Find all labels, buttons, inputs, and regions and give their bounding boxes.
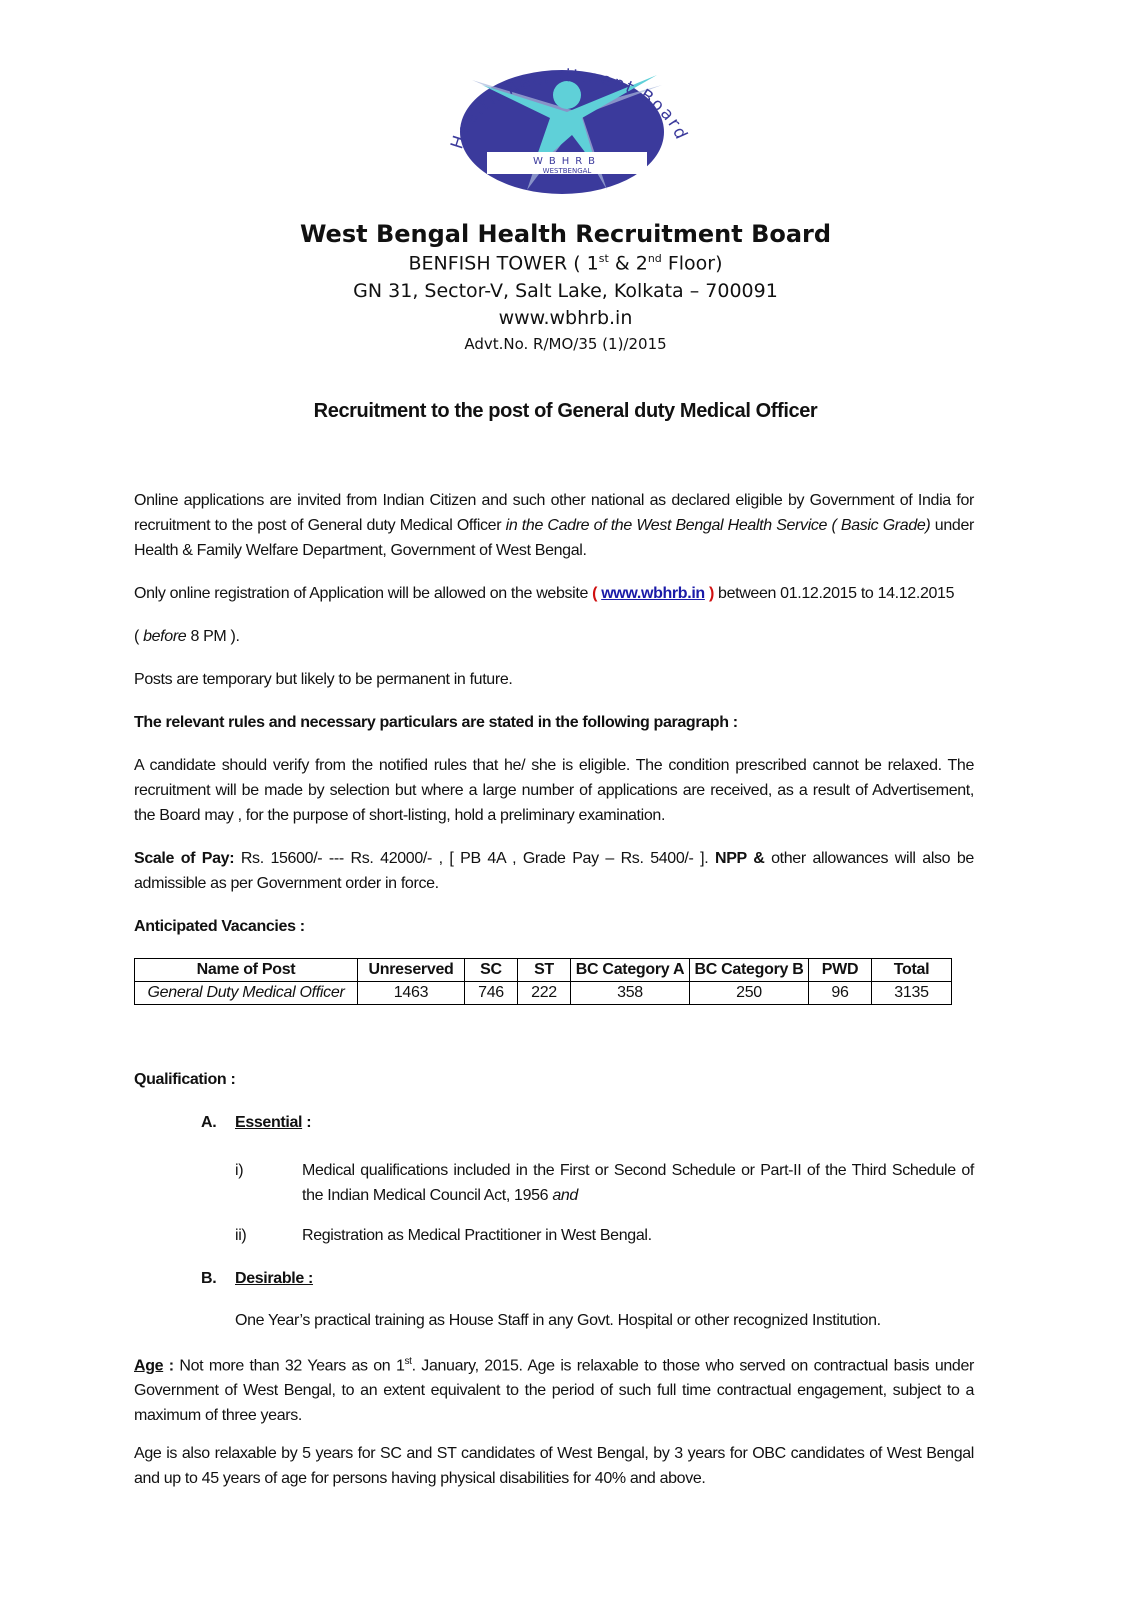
cell: 222 — [518, 982, 571, 1005]
essential-letter: A. — [201, 1114, 217, 1131]
desirable-letter: B. — [201, 1270, 217, 1287]
essential-item: Medical qualifications included in the First or Second Schedule or Part-II of the Third Schedule of the Indian Medical Council Act, 1956 and — [302, 1162, 974, 1204]
essential-heading: Essential : — [235, 1114, 312, 1131]
col-header: Name of Post — [135, 959, 358, 982]
qualification-heading: Qualification : — [134, 1071, 236, 1088]
cell: 3135 — [872, 982, 952, 1005]
item-number: i) — [235, 1162, 244, 1179]
advt-number: Advt.No. R/MO/35 (1)/2015 — [464, 335, 667, 353]
eligibility-paragraph: A candidate should verify from the notified rules that he/ she is eligible. The condition prescribed cannot be relaxed. The recruitment will be made by selection but where a large number of applications are received, as a result of Advertisement, the Board may , for the purpose of short-listing, hold a preliminary examination. — [134, 757, 974, 824]
col-header: Total — [872, 959, 952, 982]
col-header: BC Category B — [690, 959, 809, 982]
vacancies-heading: Anticipated Vacancies : — [134, 918, 305, 935]
wbhrb-logo — [432, 40, 702, 205]
col-header: BC Category A — [571, 959, 690, 982]
age-relaxation-paragraph: Age is also relaxable by 5 years for SC and ST candidates of West Bengal, by 3 years for OBC candidates of West Bengal and up to 45 years of age for persons having physical disabilities for 40% and above. — [134, 1445, 974, 1487]
svg-text:WESTBENGAL: WESTBENGAL — [542, 167, 592, 175]
table-row — [135, 982, 952, 1005]
cell: 96 — [809, 982, 872, 1005]
col-header: PWD — [809, 959, 872, 982]
col-header: ST — [518, 959, 571, 982]
org-name: West Bengal Health Recruitment Board — [299, 220, 832, 248]
deadline-note: ( before 8 PM ). — [134, 628, 240, 645]
cell: 358 — [571, 982, 690, 1005]
pay-scale-paragraph: Scale of Pay: Rs. 15600/- --- Rs. 42000/- , [ PB 4A , Grade Pay – Rs. 5400/- ]. NPP & other allowances will also be admissible as per Government order in force. — [134, 850, 974, 892]
svg-text:Health Recruitment Board: Health Recruitment Board — [447, 66, 692, 152]
website: www.wbhrb.in — [498, 307, 633, 329]
desirable-text: One Year’s practical training as House Staff in any Govt. Hospital or other recognized Institution. — [235, 1312, 881, 1329]
svg-text:WBHRB: WBHRB — [532, 156, 602, 167]
website-link[interactable]: www.wbhrb.in — [601, 585, 705, 602]
desirable-heading: Desirable : — [235, 1270, 313, 1287]
address-line-2: GN 31, Sector-V, Salt Lake, Kolkata – 700091 — [353, 280, 778, 302]
registration-paragraph: Only online registration of Application will be allowed on the website ( www.wbhrb.in ) between 01.12.2015 to 14.12.2015 — [134, 585, 955, 602]
cell: 746 — [465, 982, 518, 1005]
col-header: SC — [465, 959, 518, 982]
age-paragraph: Age : Not more than 32 Years as on 1st. January, 2015. Age is relaxable to those who served on contractual basis under Government of West Bengal, to an extent equivalent to the period of such full time contractual engagement, subject to a maximum of three years. — [134, 1356, 974, 1425]
vacancies-table — [134, 958, 952, 1005]
intro-paragraph: Online applications are invited from Indian Citizen and such other national as declared eligible by Government of India for recruitment to the post of General duty Medical Officer in the Cadre of the West Bengal Health Service ( Basic Grade) under Health & Family Welfare Department, Government of West Bengal. — [134, 492, 974, 559]
cell: General Duty Medical Officer — [135, 982, 358, 1005]
essential-item: Registration as Medical Practitioner in West Bengal. — [302, 1227, 652, 1244]
item-number: ii) — [235, 1227, 247, 1244]
cell: 1463 — [358, 982, 465, 1005]
address-line-1: BENFISH TOWER ( 1st & 2nd Floor) — [408, 252, 723, 275]
col-header: Unreserved — [358, 959, 465, 982]
table-header-row — [135, 959, 952, 982]
posts-note: Posts are temporary but likely to be permanent in future. — [134, 671, 513, 688]
page-title: Recruitment to the post of General duty Medical Officer — [313, 400, 818, 422]
cell: 250 — [690, 982, 809, 1005]
rules-heading: The relevant rules and necessary particulars are stated in the following paragraph : — [134, 714, 738, 731]
